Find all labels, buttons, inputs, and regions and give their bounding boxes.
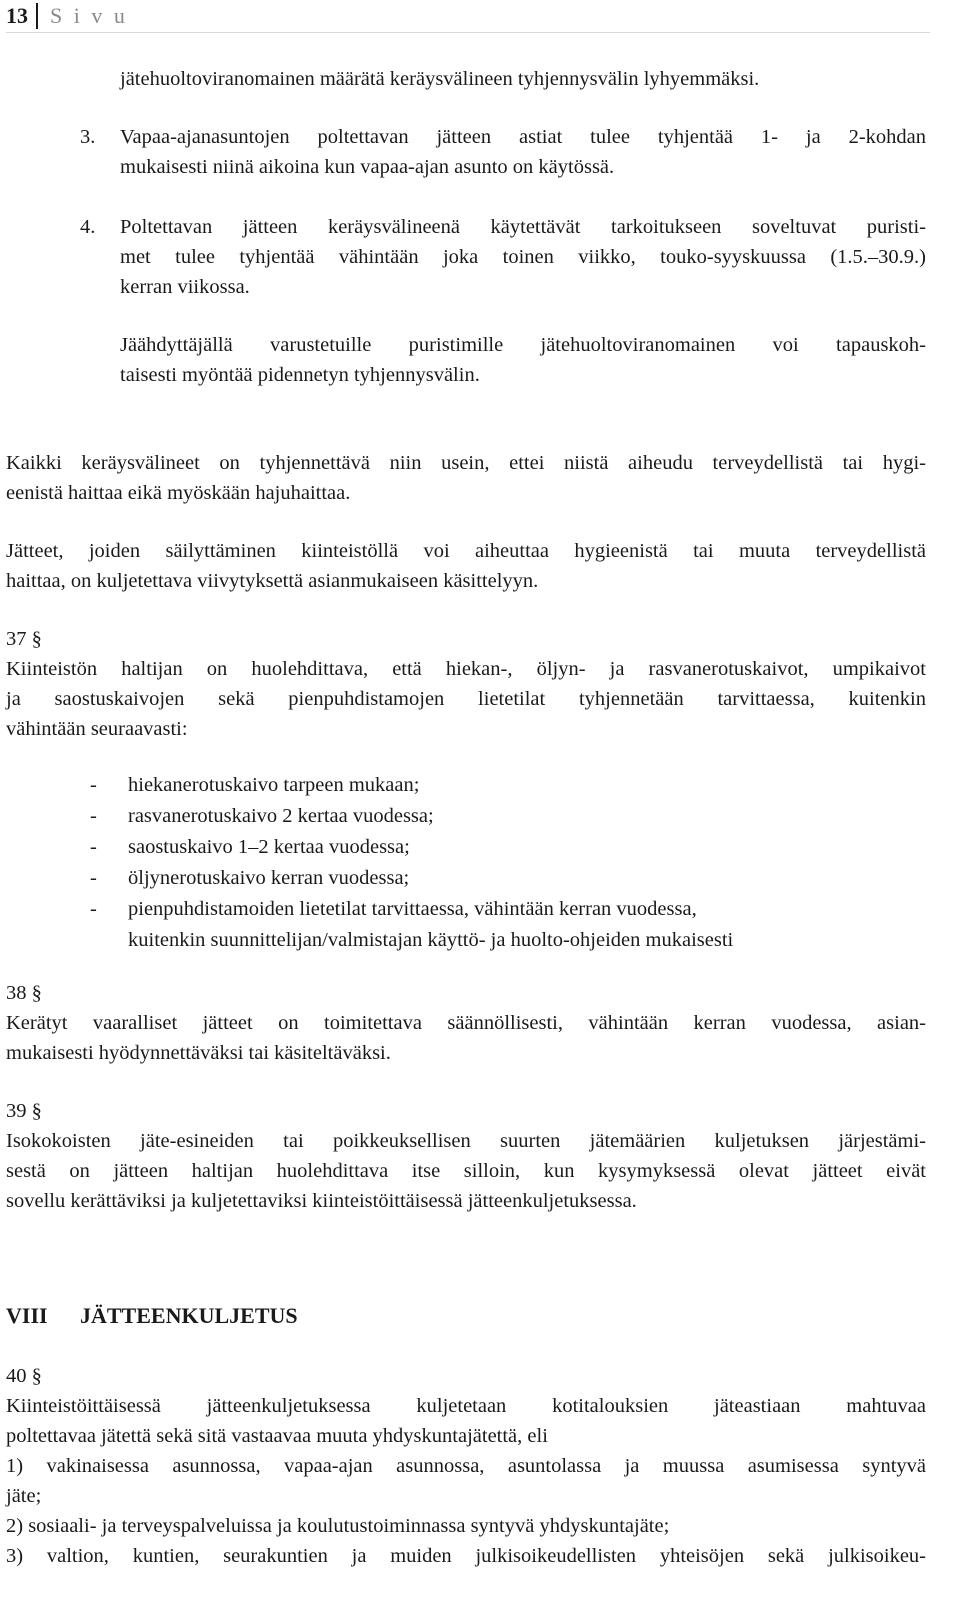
chapter-heading — [6, 1303, 298, 1329]
chapter-title: JÄTTEENKULJETUS — [80, 1303, 298, 1328]
page-label: S i v u — [50, 3, 128, 28]
list-item: - pienpuhdistamoiden lietetilat tarvittaessa, vähintään kerran vuodessa, kuitenkin suunnittelijan/valmistajan käyttö- ja huolto-ohjeiden mukaisesti — [90, 898, 734, 951]
emptying-schedule-list — [90, 770, 733, 956]
list-item: - rasvanerotuskaivo 2 kertaa vuodessa; — [90, 805, 434, 827]
page-header — [6, 0, 930, 33]
header-separator — [36, 3, 38, 29]
section-38-text: Kerätyt vaaralliset jätteet on toimitettava säännöllisesti, vähintään kerran vuodessa, asian- mukaisesti hyödynnettäväksi tai käsiteltäväksi. — [6, 1012, 926, 1064]
item-3-text: Vapaa-ajanasuntojen poltettavan jätteen astiat tulee tyhjentää 1- ja 2-kohdan mukaisesti niinä aikoina kun vapaa-ajan asunto on käytössä. — [120, 126, 926, 178]
page-number: 13 — [6, 3, 28, 28]
section-40-title: 40 § — [6, 1365, 42, 1387]
list-item: - öljynerotuskaivo kerran vuodessa; — [90, 867, 410, 889]
chapter-number: VIII — [6, 1303, 48, 1328]
section-39-title: 39 § — [6, 1100, 42, 1122]
intro-paragraph: jätehuoltoviranomainen määrätä keräysvälineen tyhjennysvälin lyhyemmäksi. — [120, 68, 760, 90]
section-37-title: 37 § — [6, 628, 42, 650]
item-4-text: Poltettavan jätteen keräysvälineenä käytettävät tarkoitukseen soveltuvat puristi- met tulee tyhjentää vähintään joka toinen viikko, touko-syyskuussa (1.5.–30.9.) kerran viikossa. — [120, 216, 926, 298]
item-4-number: 4. — [80, 216, 96, 238]
section-40-text: Kiinteistöittäisessä jätteenkuljetuksessa kuljetetaan kotitalouksien jäteastiaan mahtuvaa poltettavaa jätettä sekä sitä vastaavaa muuta yhdyskuntajätettä, eli 1) vakinaisessa asunnossa, vapaa-ajan asunnossa, asuntolassa ja muussa asumisessa syntyvä jäte; 2) sosiaali- ja terveyspalveluissa ja koulutustoiminnassa syntyvä yhdyskuntajäte; 3) valtion, kuntien, seurakuntien ja muiden julkisoikeudellisten yhteisöjen sekä julkisoikeu- — [6, 1395, 926, 1567]
section-39-text: Isokokoisten jäte-esineiden tai poikkeuksellisen suurten jätemäärien kuljetuksen järjestämi- sestä on jätteen haltijan huolehdittava itse silloin, kun kysymyksessä olevat jätteet eivät sovellu kerättäviksi ja kuljetettaviksi kiinteistöittäisessä jätteenkuljetuksessa. — [6, 1130, 926, 1212]
section-38-title: 38 § — [6, 982, 42, 1004]
list-item: - saostuskaivo 1–2 kertaa vuodessa; — [90, 836, 410, 858]
section-37-text: Kiinteistön haltijan on huolehdittava, että hiekan-, öljyn- ja rasvanerotuskaivot, umpikaivot ja saostuskaivojen sekä pienpuhdistamojen lietetilat tyhjennetään tarvittaessa, kuitenkin vähintään seuraavasti: — [6, 658, 926, 740]
item-3-number: 3. — [80, 126, 96, 148]
paragraph-kaikki: Kaikki keräysvälineet on tyhjennettävä niin usein, ettei niistä aiheudu terveydellistä tai hygi- eenistä haittaa eikä myöskään hajuhaittaa. — [6, 452, 926, 504]
item-4-note: Jäähdyttäjällä varustetuille puristimille jätehuoltoviranomainen voi tapauskoh- taisesti myöntää pidennetyn tyhjennysvälin. — [120, 334, 926, 386]
paragraph-jatteet: Jätteet, joiden säilyttäminen kiinteistöllä voi aiheuttaa hygieenistä tai muuta terveydellistä haittaa, on kuljetettava viivytyksettä asianmukaiseen käsittelyyn. — [6, 540, 926, 592]
list-item: - hiekanerotuskaivo tarpeen mukaan; — [90, 774, 420, 796]
